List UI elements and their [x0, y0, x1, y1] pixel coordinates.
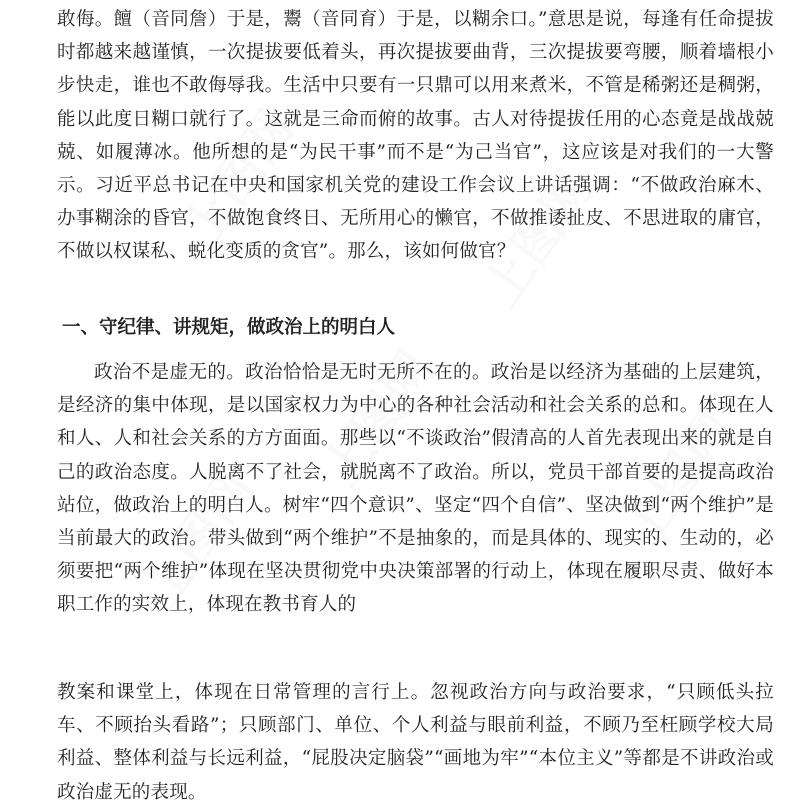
- section-heading: 一、守纪律、讲规矩，做政治上的明白人: [62, 317, 396, 338]
- section-paragraph: 政治不是虚无的。政治恰恰是无时无所不在的。政治是以经济为基础的上层建筑，是经济的集中体现，是以国家权力为中心的各种社会活动和社会关系的总和。体现在人和人、人和社会关系的方方面面。那些以“不谈政治”假清高的人首先表现出来的就是自己的政治态度。人脱离不了社会，就脱离不了政治。所以，党员干部首要的是提高政治站位，做政治上的明白人。树牢“四个意识”、坚定“四个自信”、坚决做到“两个维护”是当前最大的政治。带头做到“两个维护”不是抽象的，而是具体的、现实的、生动的，必须要把“两个维护”体现在坚决贯彻党中央决策部署的行动上，体现在履职尽责、做好本职工作的实效上，体现在教书育人的: [57, 362, 774, 616]
- intro-paragraph: 敢侮。饘（音同詹）于是，鬻（音同育）于是，以糊余口。”意思是说，每逢有任命提拔时都越来越谨慎，一次提拔要低着头，再次提拔要曲背，三次提拔要弯腰，顺着墙根小步快走，谁也不敢侮辱我。生活中只要有一只鼎可以用来煮米，不管是稀粥还是稠粥，能以此度日糊口就行了。这就是三命而俯的故事。古人对待提拔任用的心态竟是战战兢兢、如履薄冰。他所想的是“为民干事”而不是“为己当官”，这应该是对我们的一大警示。习近平总书记在中央和国家机关党的建设工作会议上讲话强调：“不做政治麻木、办事糊涂的昏官，不做饱食终日、无所用心的懒官，不做推诿扯皮、不思进取的庸官，不做以权谋私、蜕化变质的贪官”。那么，该如何做官？: [57, 9, 774, 263]
- continuation-paragraph: 教案和课堂上，体现在日常管理的言行上。忽视政治方向与政治要求，“只顾低头拉车、不顾抬头看路”；只顾部门、单位、个人利益与眼前利益，不顾乃至枉顾学校大局利益、整体利益与长远利益，“屁股决定脑袋”“画地为牢”“本位主义”等都是不讲政治或政治虚无的表现。: [57, 682, 774, 803]
